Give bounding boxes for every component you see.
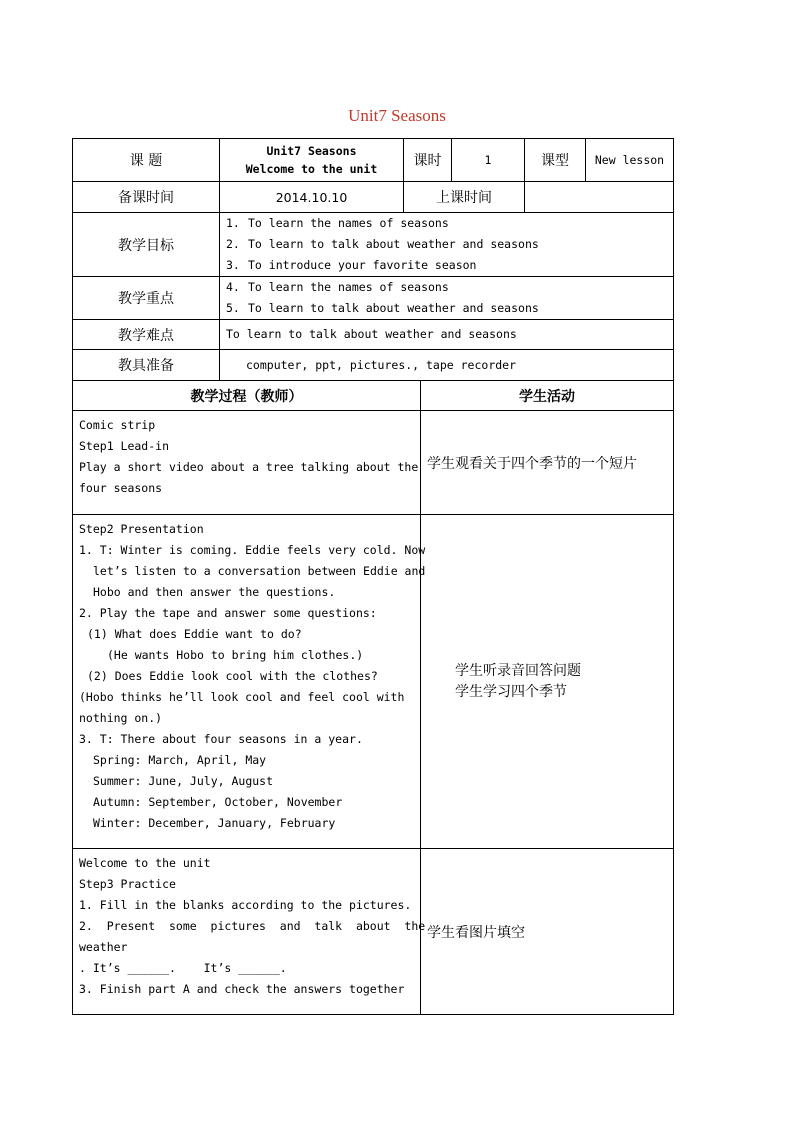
prep-time-value: 2014.10.10 — [220, 182, 404, 213]
student-activity-2: 学生听录音回答问题 学生学习四个季节 — [421, 515, 674, 849]
difficulties-label: 教学难点 — [73, 320, 220, 350]
class-time-label: 上课时间 — [404, 182, 525, 213]
materials-value: computer, ppt, pictures., tape recorder — [220, 350, 674, 381]
teaching-process-table — [72, 380, 674, 1015]
key-points-list — [220, 277, 674, 320]
process-section-1: Comic strip Step1 Lead-in Play a short video about a tree talking about the four seasons — [73, 411, 421, 515]
objectives-label: 教学目标 — [73, 213, 220, 277]
student-activity-header: 学生活动 — [421, 381, 674, 411]
topic-label: 课 题 — [73, 139, 220, 182]
student-activity-1: 学生观看关于四个季节的一个短片 — [421, 411, 674, 515]
key-points-label: 教学重点 — [73, 277, 220, 320]
objective-item: 3. To introduce your favorite season — [226, 258, 477, 272]
type-value: New lesson — [586, 139, 674, 182]
process-section-2: Step2 Presentation 1. T: Winter is coming. Eddie feels very cold. Now let’s listen to a conversation between Eddie and Hobo and then answer the questions. 2. Play the tape and answer some questions: (1) What does Eddie want to do? (He wants Hobo to bring him clothes.) (2) Does Eddie look cool with the clothes? (Hobo thinks he’ll look cool and feel cool with nothing on.) 3. T: There about four seasons in a year. Spring: March, April, May Summer: June, July, August Autumn: September, October, November Winter: December, January, February — [73, 515, 421, 849]
document-title: Unit7 Seasons — [348, 106, 446, 125]
prep-time-label: 备课时间 — [73, 182, 220, 213]
topic-line-1: Unit7 Seasons — [266, 144, 357, 158]
key-point-item: 4. To learn the names of seasons — [226, 280, 449, 294]
topic-line-2: Welcome to the unit — [245, 162, 378, 176]
lesson-info-table — [72, 138, 674, 381]
period-value: 1 — [452, 139, 525, 182]
period-label: 课时 — [404, 139, 452, 182]
key-point-item: 5. To learn to talk about weather and seasons — [226, 301, 539, 315]
type-label: 课型 — [525, 139, 586, 182]
difficulties-value: To learn to talk about weather and seasons — [220, 320, 674, 350]
objective-item: 1. To learn the names of seasons — [226, 216, 449, 230]
objectives-list — [220, 213, 674, 277]
teacher-process-header: 教学过程（教师） — [73, 381, 421, 411]
student-activity-3: 学生看图片填空 — [421, 849, 674, 1015]
objective-item: 2. To learn to talk about weather and seasons — [226, 237, 539, 251]
topic-value — [220, 139, 404, 182]
materials-label: 教具准备 — [73, 350, 220, 381]
class-time-value — [525, 182, 674, 213]
process-section-3: Welcome to the unit Step3 Practice 1. Fill in the blanks according to the pictures. 2. Present some pictures and talk about the weather . It’s ______. It’s ______. 3. Finish part A and check the answers together — [73, 849, 421, 1015]
